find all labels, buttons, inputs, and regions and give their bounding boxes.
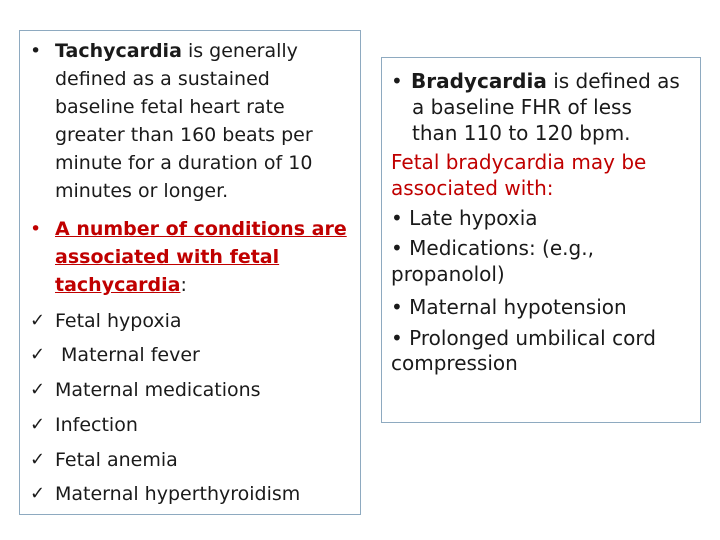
condition-text: Maternal fever	[55, 344, 200, 366]
bradycardia-term: Bradycardia	[411, 69, 547, 93]
condition-text: Fetal anemia	[55, 449, 178, 471]
list-item: • Late hypoxia	[391, 206, 538, 230]
checkmark-icon: ✓	[30, 483, 46, 504]
bradycardia-definition-line	[391, 68, 680, 94]
association-heading: Fetal bradycardia may be	[391, 150, 647, 174]
bradycardia-def-text: a baseline FHR of less	[412, 95, 632, 119]
tachycardia-def-text: greater than 160 beats per	[55, 124, 313, 146]
bullet: •	[30, 218, 42, 240]
list-item: • Maternal hypotension	[391, 295, 627, 319]
colon: :	[180, 274, 187, 296]
tachycardia-def-text: baseline fetal heart rate	[55, 96, 285, 118]
conditions-heading-text: A number of conditions are	[55, 218, 347, 240]
checkmark-icon: ✓	[30, 414, 46, 435]
checkmark-icon: ✓	[30, 379, 46, 400]
condition-text: Fetal hypoxia	[55, 310, 182, 332]
tachycardia-term: Tachycardia	[55, 40, 182, 62]
bradycardia-def-text: is defined as	[546, 69, 680, 93]
conditions-heading-text: tachycardia	[55, 274, 181, 296]
checkmark-icon: ✓	[30, 344, 46, 365]
tachycardia-box	[19, 30, 361, 515]
list-item: compression	[391, 351, 518, 375]
checkmark-icon: ✓	[30, 449, 46, 470]
bradycardia-def-text: than 110 to 120 bpm.	[412, 121, 631, 145]
condition-text: Infection	[55, 414, 138, 436]
checkmark-icon: ✓	[30, 310, 46, 331]
conditions-heading-text: associated with fetal	[55, 246, 280, 268]
tachycardia-def-text: minute for a duration of 10	[55, 152, 313, 174]
bullet: •	[391, 69, 403, 93]
list-item: propanolol)	[391, 262, 505, 286]
tachycardia-def-text: is generally	[181, 40, 298, 62]
list-item: • Medications: (e.g.,	[391, 236, 594, 260]
tachycardia-def-text: minutes or longer.	[55, 180, 229, 202]
bradycardia-box	[381, 57, 701, 423]
condition-text: Maternal hyperthyroidism	[55, 483, 301, 505]
condition-text: Maternal medications	[55, 379, 261, 401]
tachycardia-def-text: defined as a sustained	[55, 68, 270, 90]
list-item: • Prolonged umbilical cord	[391, 326, 656, 350]
association-heading: associated with:	[391, 176, 554, 200]
bullet: •	[30, 40, 42, 62]
